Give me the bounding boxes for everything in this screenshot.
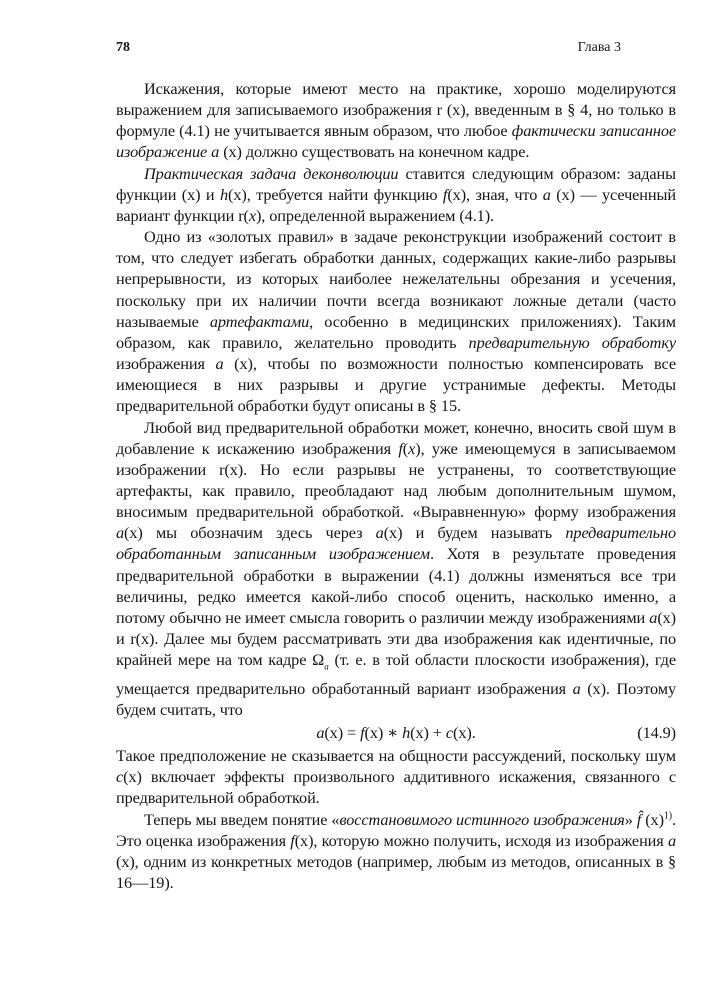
paragraph-4: Любой вид предварительной обработки может, конечно, вносить свой шум в добавление к искажению изображения f(x), уже имеющемуся в записываемом изображении r(x). Но если разрывы не устранены, то соответствующие артефакты, как правило, преобладают над любым дополнительным шумом, вносимым предварительной обработкой. «Выравненную» форму изображения a(x) мы обозначим здесь через a(x) и будем называть предварительно обработанным записанным изображением. Хотя в результате проведения предварительной обработки в выражении (4.1) должны изменяться все три величины, редко имеется какой-либо способ оценить, насколько именно, а потому обычно не имеет смысла говорить о различии между изображениями a(x) и r(x). Далее мы будем рассматривать эти два изображения как идентичные, по крайней мере на том кадре $\Omega_a$ (т. е. в той области плоскости изображения), где умещается предварительно обработанный вариант изображения a (x). Поэтому будем считать, что xyxy=(116,417,677,719)
equation-body: a(x) = f(x) ∗ h(x) + c(x). xyxy=(316,722,476,742)
equation-14-9 xyxy=(116,722,676,743)
paragraph-5: Такое предположение не сказывается на общности рассуждений, поскольку шум c(x) включает эффекты произвольного аддитивного искажения, связанного с предварительной обработкой. xyxy=(116,746,676,808)
page-number: 78 xyxy=(116,40,130,55)
equation-number: (14.9) xyxy=(637,722,676,742)
paragraph-1: Искажения, которые имеют место на практике, хорошо моделируются выражением для записываемого изображения r (x), введенным в § 4, но только в формуле (4.1) не учитывается явным образом, что любое фактически записанное изображение a (x) должно существовать на конечном кадре. xyxy=(116,79,676,162)
paragraph-3: Одно из «золотых правил» в задаче реконструкции изображений состоит в том, что следует избегать обработки данных, содержащих какие-либо разрывы непрерывности, из которых наиболее нежелательны обрезания и усечения, поскольку при их наличии почти всегда возникают ложные детали (часто называемые артефактами, особенно в медицинских приложениях). Таким образом, как правило, желательно проводить предварительную обработку изображения a (x), чтобы по возможности полностью компенсировать все имеющиеся в них разрывы и другие устранимые дефекты. Методы предварительной обработки будут описаны в § 15. xyxy=(116,227,676,416)
paragraph-6: Теперь мы введем понятие «восстановимого истинного изображения» f̂ $(x)^{1)}$. Это оценка изображения f(x), которую можно получить, исходя из изображения a (x), одним из конкретных методов (например, любым из методов, описанных в § 16—19). xyxy=(116,809,677,893)
chapter-label: Глава 3 xyxy=(577,40,621,55)
paragraph-2: Практическая задача деконволюции ставится следующим образом: заданы функции (x) и h(x), требуется найти функцию f(x), зная, что a (x) — усеченный вариант функции r(x), определенной выражением (4.1). xyxy=(116,163,676,225)
body-text xyxy=(116,78,676,893)
